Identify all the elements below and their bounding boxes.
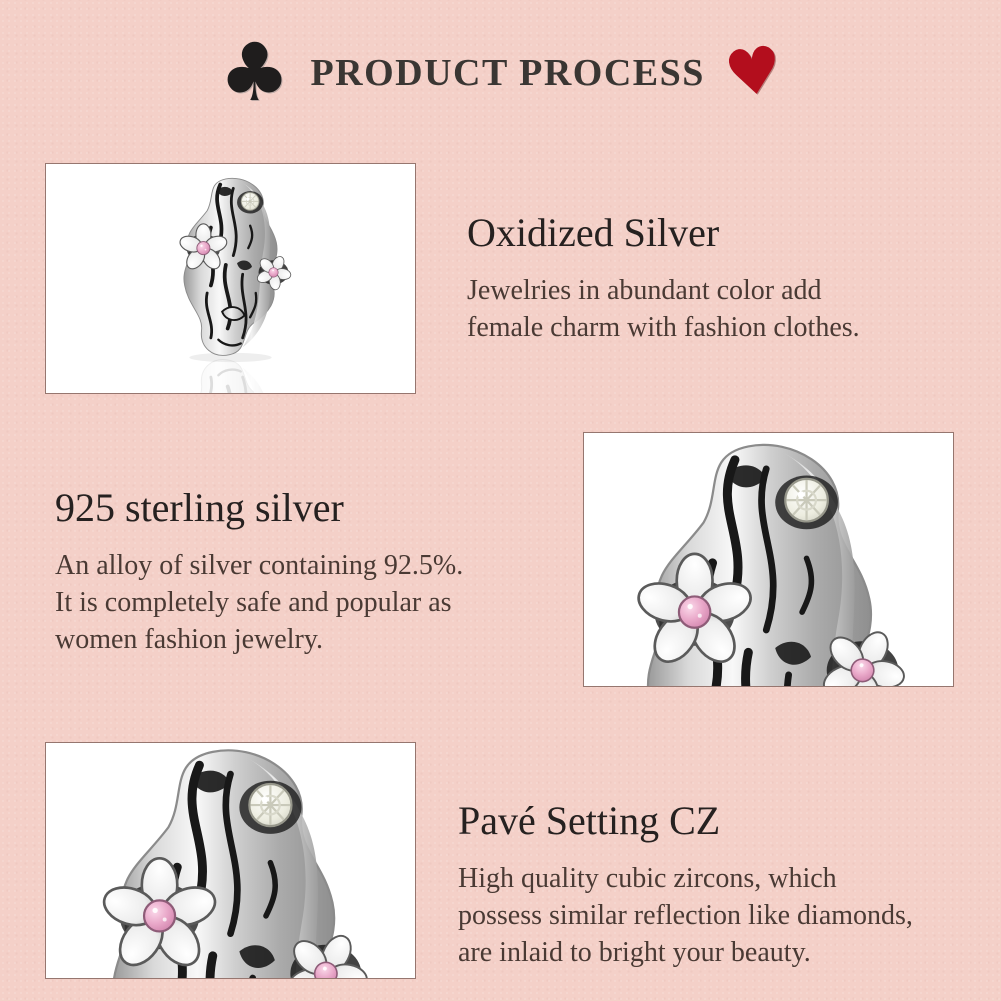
section-body-line: It is completely safe and popular as [55, 587, 452, 618]
charm-illustration-closeup [46, 743, 415, 978]
product-photo-closeup-2 [45, 742, 416, 979]
section-oxidized-silver [467, 210, 860, 346]
section-body-line: are inlaid to bright your beauty. [458, 937, 811, 968]
club-icon: ♣ [218, 26, 291, 119]
section-body [467, 272, 860, 346]
page-title: PRODUCT PROCESS [310, 52, 705, 94]
section-body [55, 547, 463, 658]
header [0, 28, 1001, 118]
product-photo-closeup-1 [583, 432, 954, 687]
section-body-line: possess similar reflection like diamonds, [458, 900, 913, 931]
section-body-line: High quality cubic zircons, which [458, 863, 837, 894]
section-body-line: Jewelries in abundant color add [467, 275, 822, 306]
charm-illustration-full [46, 164, 415, 393]
product-photo-full-view [45, 163, 416, 394]
section-heading: Pavé Setting CZ [458, 798, 721, 843]
section-pave-setting-cz [458, 798, 913, 971]
section-body-line: An alloy of silver containing 92.5%. [55, 550, 464, 581]
section-body [458, 860, 913, 971]
charm-illustration-closeup [584, 433, 953, 686]
section-heading: 925 sterling silver [55, 485, 344, 530]
heart-icon: ♥ [720, 32, 788, 114]
section-body-line: women fashion jewelry. [55, 624, 323, 655]
section-sterling-silver [55, 485, 463, 658]
section-body-line: female charm with fashion clothes. [467, 312, 860, 343]
section-heading: Oxidized Silver [467, 210, 720, 255]
